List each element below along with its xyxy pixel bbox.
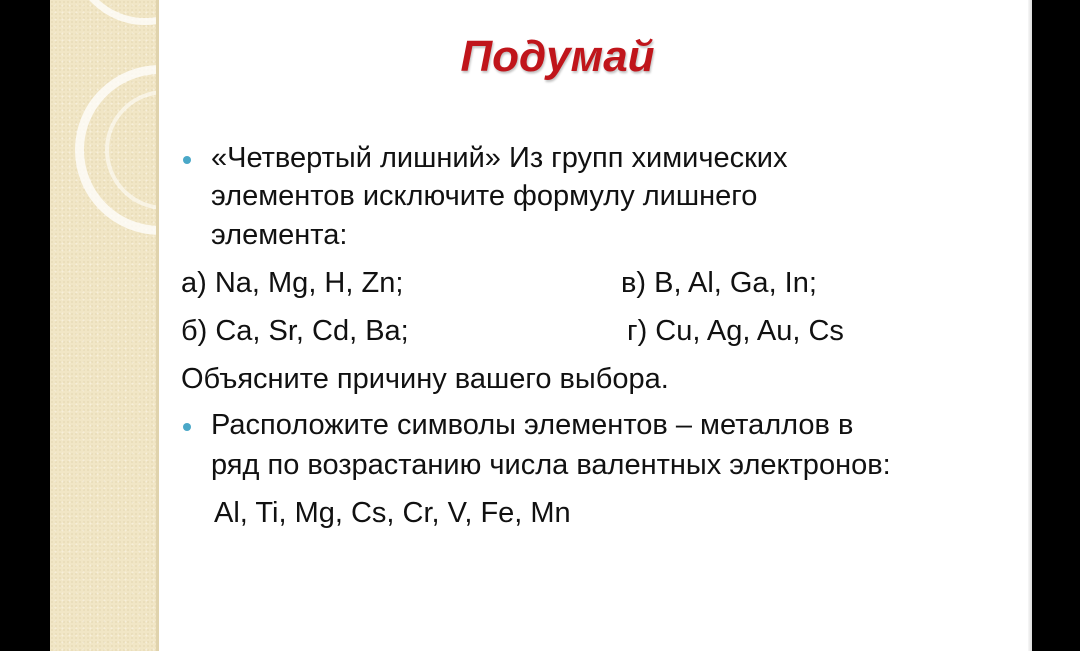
strip-edge bbox=[156, 0, 159, 651]
bullet2-line-2: ряд по возрастанию числа валентных электронов: bbox=[211, 449, 891, 481]
bullet1-line-2: элементов исключите формулу лишнего bbox=[211, 180, 758, 212]
group-a: а) Na, Mg, H, Zn; bbox=[181, 267, 404, 299]
bullet2-line-1: Расположите символы элементов – металлов в bbox=[211, 409, 854, 441]
bullet-dot-icon bbox=[183, 423, 191, 431]
bullet-dot-icon bbox=[183, 156, 191, 164]
slide-edge-shadow bbox=[1028, 0, 1032, 651]
group-b: б) Ca, Sr, Cd, Ba; bbox=[181, 315, 409, 347]
group-g: г) Cu, Ag, Au, Cs bbox=[627, 315, 844, 347]
slide-title: Подумай bbox=[460, 32, 655, 81]
decorative-ring bbox=[70, 0, 220, 25]
bullet1-line-3: элемента: bbox=[211, 219, 348, 251]
bullet1-line-1: «Четвертый лишний» Из групп химических bbox=[211, 142, 788, 174]
decorative-ring bbox=[105, 90, 225, 210]
group-v: в) B, Al, Ga, In; bbox=[621, 267, 817, 299]
explain-text: Объясните причину вашего выбора. bbox=[181, 363, 669, 395]
decorative-side-strip bbox=[50, 0, 156, 651]
elements-list: Al, Ti, Mg, Cs, Cr, V, Fe, Mn bbox=[214, 497, 571, 529]
